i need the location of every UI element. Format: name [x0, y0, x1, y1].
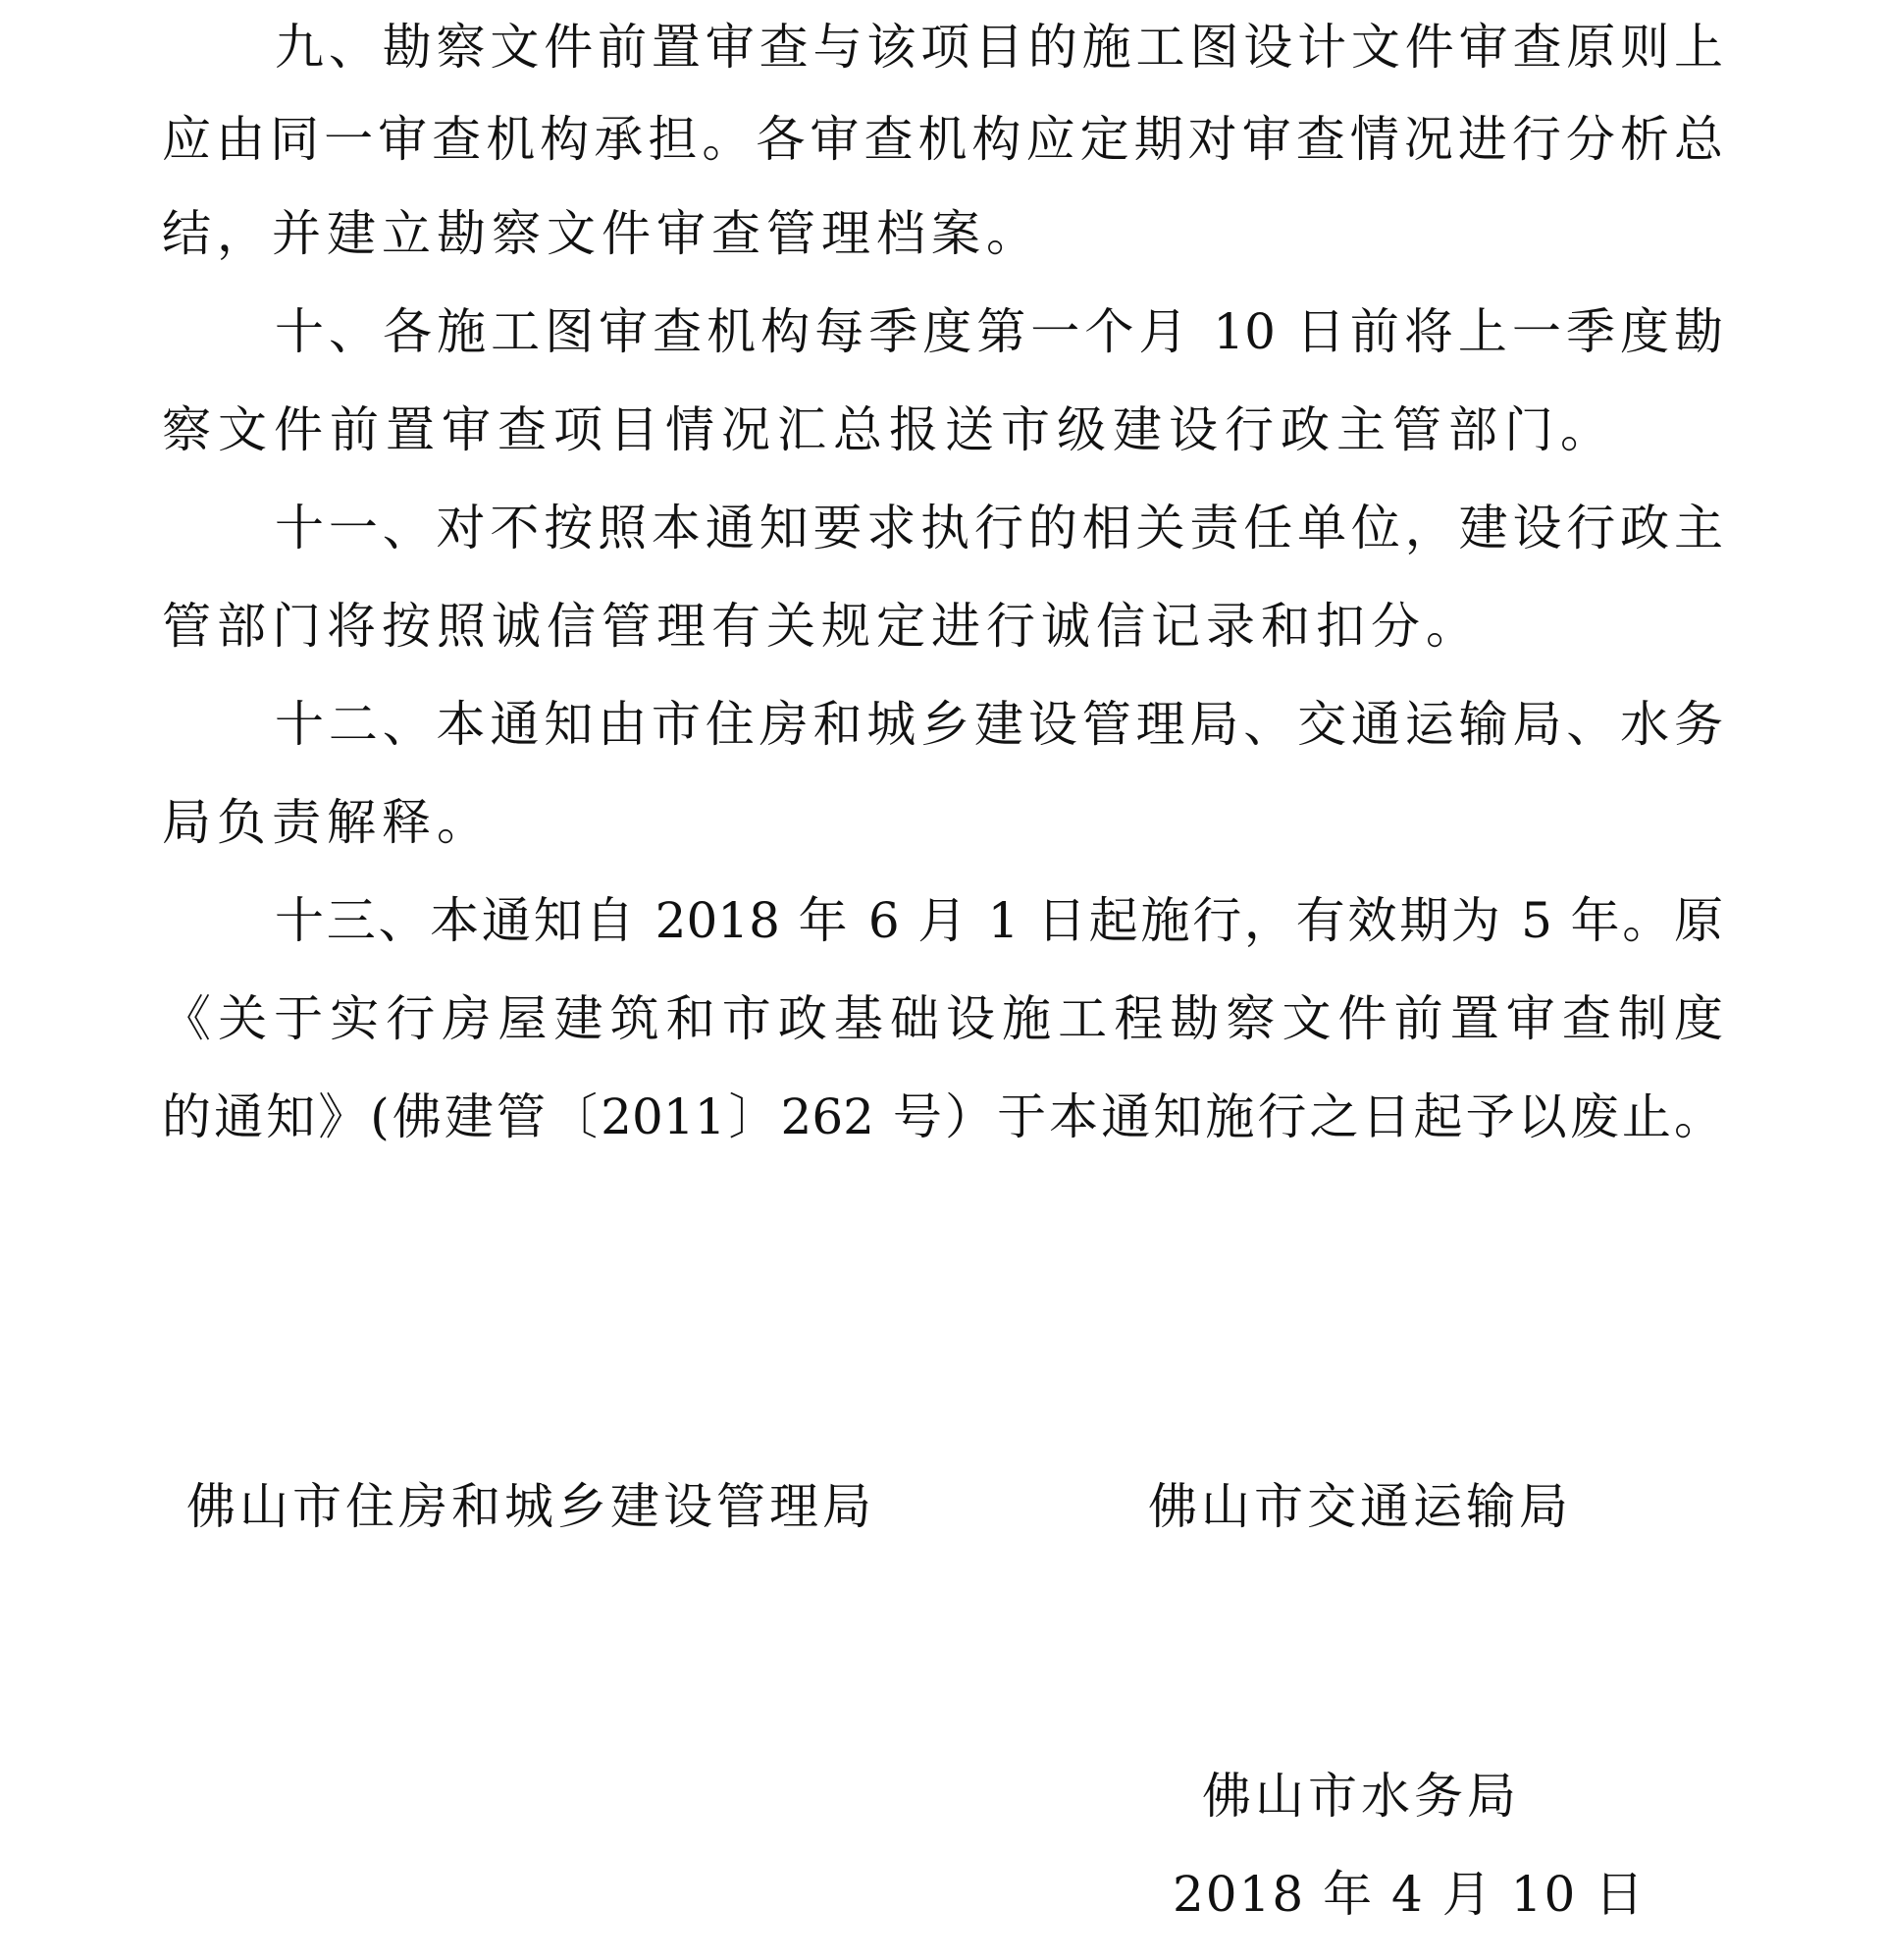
- paragraph-11-line-1: 十一、对不按照本通知要求执行的相关责任单位，建设行政主: [275, 500, 1723, 556]
- paragraph-13-line-2: 《关于实行房屋建筑和市政基础设施工程勘察文件前置审查制度: [162, 990, 1723, 1047]
- signature-transport-bureau: 佛山市交通运输局: [1148, 1478, 1572, 1535]
- paragraph-11-line-2: 管部门将按照诚信管理有关规定进行诚信记录和扣分。: [162, 598, 1481, 655]
- paragraph-10-line-2: 察文件前置审查项目情况汇总报送市级建设行政主管部门。: [162, 401, 1616, 458]
- paragraph-10-line-1: 十、各施工图审查机构每季度第一个月 10 日前将上一季度勘: [275, 303, 1723, 360]
- paragraph-12-line-1: 十二、本通知由市住房和城乡建设管理局、交通运输局、水务: [275, 696, 1723, 753]
- paragraph-13-line-3: 的通知》(佛建管〔2011〕262 号）于本通知施行之日起予以废止。: [162, 1088, 1723, 1145]
- paragraph-9-line-3: 结，并建立勘察文件审查管理档案。: [162, 205, 1041, 262]
- signature-date: 2018 年 4 月 10 日: [1173, 1866, 1647, 1923]
- paragraph-12-line-2: 局负责解释。: [162, 794, 492, 851]
- signature-water-bureau: 佛山市水务局: [1202, 1768, 1520, 1825]
- signature-housing-bureau: 佛山市住房和城乡建设管理局: [186, 1478, 875, 1535]
- paragraph-9-line-1: 九、勘察文件前置审查与该项目的施工图设计文件审查原则上: [275, 19, 1723, 76]
- paragraph-13-line-1: 十三、本通知自 2018 年 6 月 1 日起施行，有效期为 5 年。原: [275, 892, 1723, 949]
- paragraph-9-line-2: 应由同一审查机构承担。各审查机构应定期对审查情况进行分析总: [162, 111, 1723, 168]
